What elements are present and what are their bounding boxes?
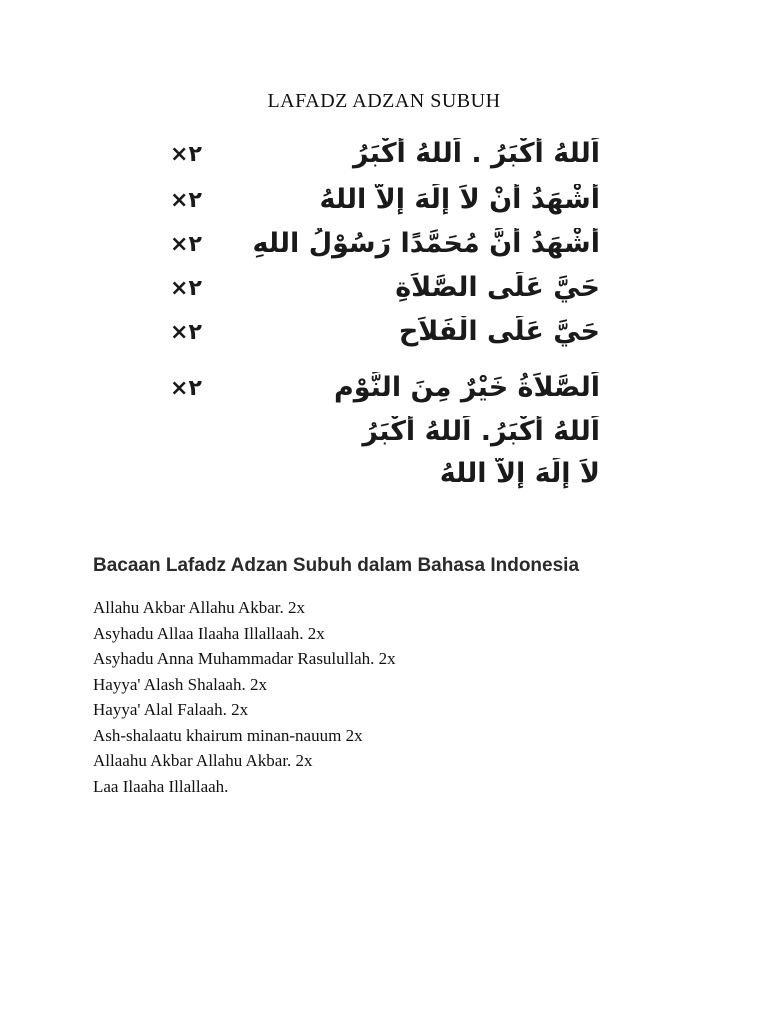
transliteration-line: Ash-shalaatu khairum minan-nauum 2x (93, 725, 363, 745)
arabic-text: أَشْهَدُ أَنَّ مُحَمَّدًا رَسُوْلُ اللهِ (252, 228, 600, 259)
arabic-calligraphy-image (170, 128, 600, 500)
repeat-marker: ×٢ (170, 376, 202, 401)
repeat-marker: ×٢ (170, 320, 202, 345)
arabic-line (170, 316, 600, 364)
arabic-text: لاَ إِلَهَ إِلاَّ اللهُ (439, 458, 600, 489)
transliteration-line: Allahu Akbar Allahu Akbar. 2x (93, 598, 306, 617)
repeat-marker: ×٢ (170, 276, 202, 301)
arabic-line (170, 228, 600, 276)
arabic-text: حَيَّ عَلَى الْفَلاَحِ (398, 316, 600, 347)
repeat-marker: ×٢ (170, 232, 202, 257)
section-heading: Bacaan Lafadz Adzan Subuh dalam Bahasa Indonesia (93, 555, 580, 576)
arabic-text: اَلصَّلاَةُ خَيْرٌ مِنَ النَّوْمِ (333, 372, 600, 403)
transliteration-line: Hayya' Alal Falaah. 2x (93, 700, 249, 719)
arabic-line (170, 184, 600, 232)
document-title: LAFADZ ADZAN SUBUH (267, 90, 501, 112)
repeat-marker: ×٢ (170, 142, 202, 167)
arabic-line (170, 138, 600, 186)
arabic-text: حَيَّ عَلَى الصَّلاَةِ (395, 272, 600, 303)
arabic-text: اَللهُ أَكْبَرُ . اَللهُ أَكْبَرُ (353, 138, 600, 169)
arabic-line (170, 372, 600, 420)
arabic-line (170, 272, 600, 320)
transliteration-line: Laa Ilaaha Illallaah. (93, 776, 229, 796)
transliteration-line: Asyhadu Allaa Ilaaha Illallaah. 2x (93, 623, 325, 643)
transliteration-list (93, 595, 396, 799)
arabic-line (170, 458, 600, 506)
transliteration-line: Allaahu Akbar Allahu Akbar. 2x (93, 751, 313, 770)
arabic-text: أَشْهَدُ أَنْ لاَ إِلَهَ إِلاَّ اللهُ (319, 184, 600, 215)
arabic-text: اَللهُ أَكْبَرُ. اَللهُ أَكْبَرُ (362, 416, 600, 447)
repeat-marker: ×٢ (170, 188, 202, 213)
transliteration-line: Hayya' Alash Shalaah. 2x (93, 674, 267, 694)
transliteration-line: Asyhadu Anna Muhammadar Rasulullah. 2x (93, 649, 396, 668)
